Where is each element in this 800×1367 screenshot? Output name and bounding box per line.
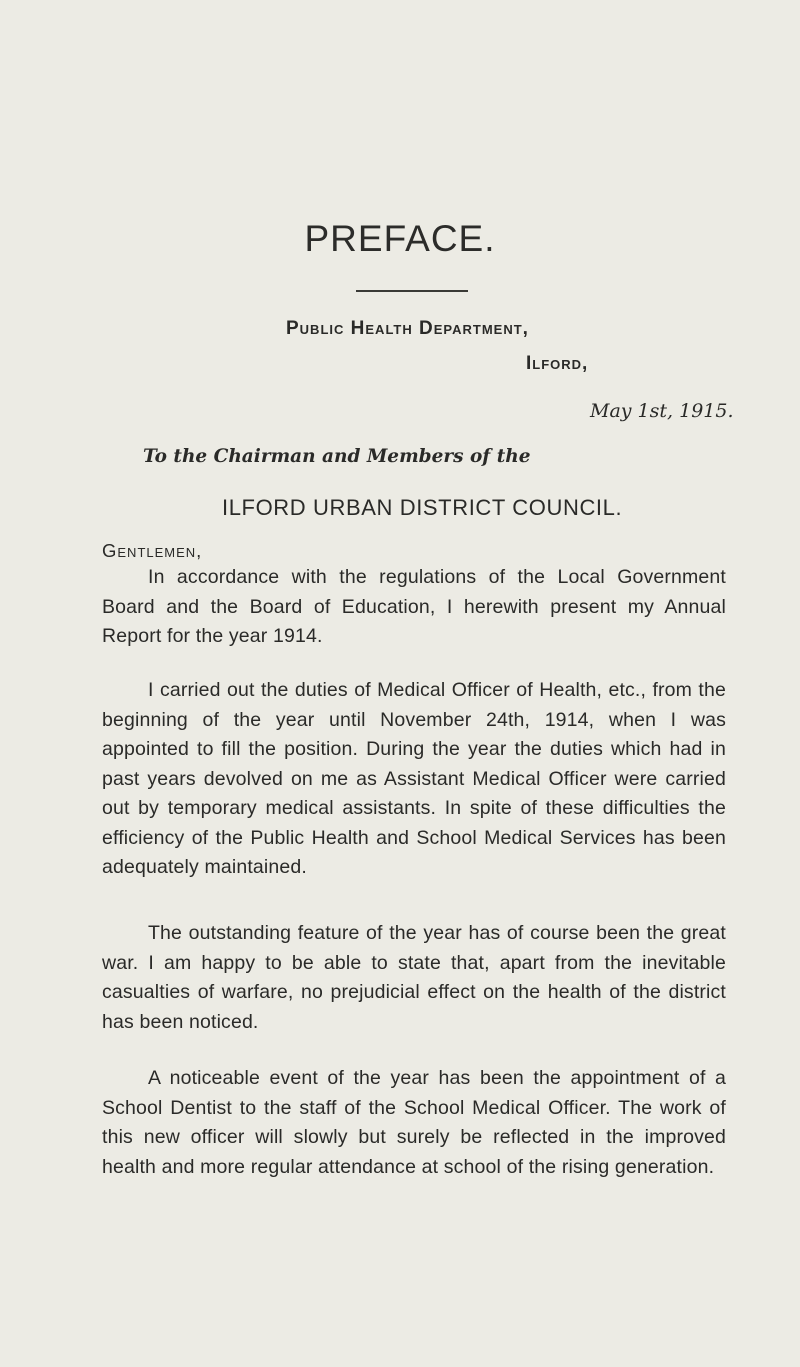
paragraph: In accordance with the regulations of the Local Government Board and the Board of Education, I herewith present my Annual Report for the year 1914. [102, 566, 726, 647]
page-title: PREFACE. [304, 218, 496, 259]
paragraph: I carried out the duties of Medical Officer of Health, etc., from the beginning of the year until November 24th, 1914, when I was appointed to fill the position. During the year the duties which had in past years devolved on me as Assistant Medical Officer were carried out by temporary medical assistants. In spite of these difficulties the efficiency of the Public Health and School Medical Services has been adequately maintained. [102, 679, 726, 878]
letter-date: May 1st, 1915. [590, 400, 734, 422]
department-name: Public Health Department, [286, 318, 529, 339]
salutation: Gentlemen, [102, 540, 203, 561]
paragraph: A noticeable event of the year has been the appointment of a School Dentist to the staff of the School Medical Officer. The work of this new officer will slowly but surely be reflected in the improved health and more regular attendance at school of the rising generation. [102, 1067, 726, 1178]
addressee: To the Chairman and Members of the [143, 446, 531, 467]
title-divider [356, 290, 468, 292]
department-location: Ilford, [526, 353, 589, 374]
council-name: ILFORD URBAN DISTRICT COUNCIL. [222, 495, 623, 520]
paragraph: The outstanding feature of the year has of course been the great war. I am happy to be able to state that, apart from the inevitable casualties of warfare, no prejudicial effect on the health of the district has been noticed. [102, 922, 726, 1033]
